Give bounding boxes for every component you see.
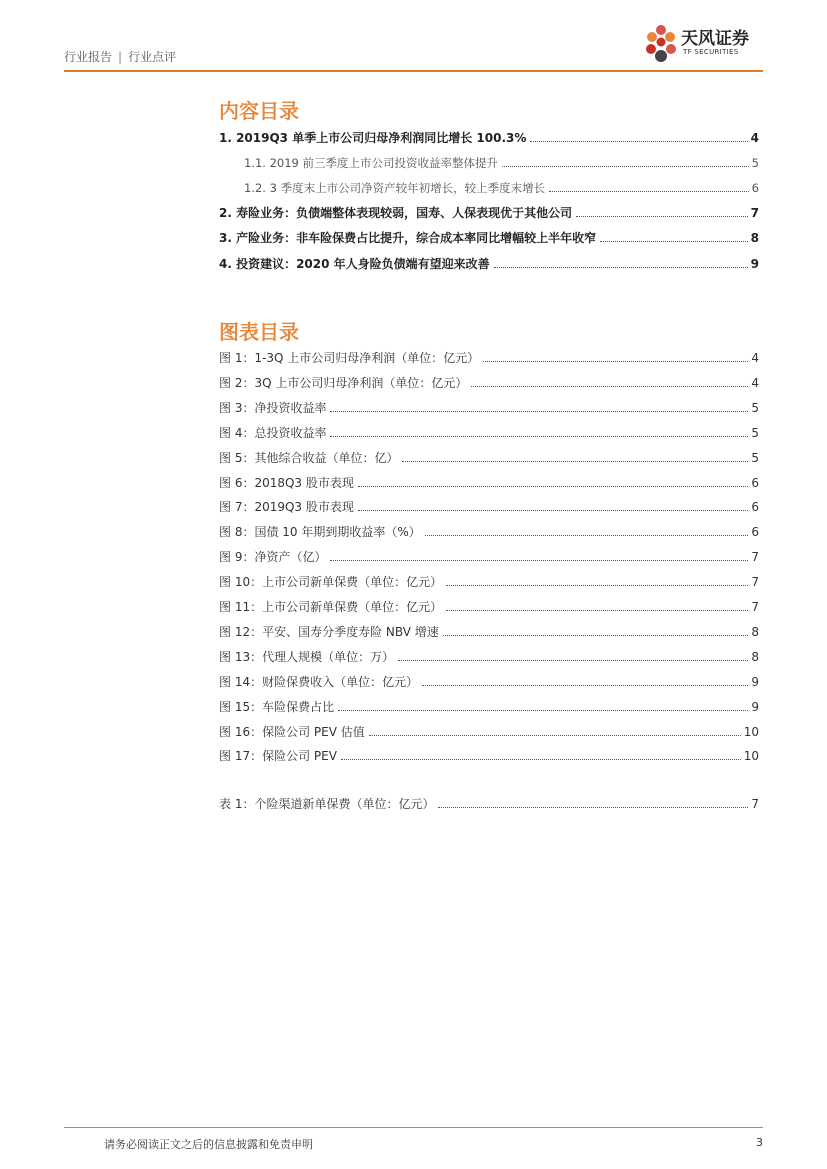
toc-item-text: 2. 寿险业务：负债端整体表现较弱，国寿、人保表现优于其他公司 xyxy=(219,206,573,220)
dot-leader xyxy=(341,758,741,760)
toc-item-text: 4. 投资建议：2020 年人身险负债端有望迎来改善 xyxy=(219,257,490,271)
figure-item-page: 4 xyxy=(751,375,759,390)
dot-leader xyxy=(443,634,749,636)
figure-item[interactable] xyxy=(219,649,759,665)
figure-item-text: 图 11：上市公司新单保费（单位：亿元） xyxy=(219,600,443,614)
dot-leader xyxy=(330,559,748,561)
company-logo xyxy=(643,22,763,68)
dot-leader xyxy=(502,165,749,167)
breadcrumb-report-type: 行业报告 xyxy=(64,50,113,64)
table-item-page: 7 xyxy=(751,797,759,811)
figure-item[interactable] xyxy=(219,599,759,615)
toc-item[interactable] xyxy=(219,205,759,221)
breadcrumb xyxy=(64,48,176,65)
toc-item-text: 1.2. 3 季度末上市公司净资产较年初增长，较上季度末增长 xyxy=(244,181,546,195)
dot-leader xyxy=(471,385,748,387)
figure-item-page: 10 xyxy=(743,724,759,739)
figures-title: 图表目录 xyxy=(219,320,299,344)
dot-leader xyxy=(330,435,748,437)
toc-item[interactable] xyxy=(219,256,759,272)
toc-item[interactable] xyxy=(244,155,759,171)
table-item-text: 表 1：个险渠道新单保费（单位：亿元） xyxy=(219,797,435,811)
toc-item[interactable] xyxy=(244,180,759,196)
toc-item[interactable] xyxy=(219,130,759,146)
figure-item-text: 图 15：车险保费占比 xyxy=(219,699,335,714)
dot-leader xyxy=(369,734,741,736)
figure-item-page: 8 xyxy=(751,624,759,639)
figure-item[interactable] xyxy=(219,524,759,540)
toc-item-text: 1. 2019Q3 单季上市公司归母净利润同比增长 100.3% xyxy=(219,131,527,145)
figure-item-page: 6 xyxy=(751,475,759,490)
figure-item-page: 6 xyxy=(751,525,759,540)
figure-item-text: 图 17：保险公司 PEV xyxy=(219,749,337,764)
figure-item-text: 图 1：1-3Q 上市公司归母净利润（单位：亿元） xyxy=(219,351,480,365)
page-number: 3 xyxy=(756,1136,763,1149)
figure-item-page: 8 xyxy=(751,649,759,664)
figure-item-text: 图 6：2018Q3 股市表现 xyxy=(219,475,354,490)
figure-item-page: 5 xyxy=(751,400,759,415)
dot-leader xyxy=(358,509,748,511)
figure-item[interactable] xyxy=(219,699,759,715)
logo-chinese-name: 天风证券 xyxy=(681,29,749,49)
figure-item[interactable] xyxy=(219,724,759,740)
figure-item-text: 图 10：上市公司新单保费（单位：亿元） xyxy=(219,575,443,590)
figure-item-page: 7 xyxy=(751,550,759,565)
figure-item-text: 图 3：净投资收益率 xyxy=(219,400,327,415)
table-item[interactable] xyxy=(219,796,759,812)
toc-item-page: 7 xyxy=(750,206,759,220)
figure-item-page: 6 xyxy=(751,500,759,515)
figure-item[interactable] xyxy=(219,400,759,416)
footer-disclaimer: 请务必阅读正文之后的信息披露和免责申明 xyxy=(104,1138,313,1151)
toc-item-text: 3. 产险业务：非车险保费占比提升，综合成本率同比增幅较上半年收窄 xyxy=(219,231,597,245)
figure-item-text: 图 16：保险公司 PEV 估值 xyxy=(219,724,365,739)
figure-item-page: 4 xyxy=(751,351,759,365)
figure-item-page: 5 xyxy=(751,425,759,440)
figure-item-text: 图 12：平安、国寿分季度寿险 NBV 增速 xyxy=(219,624,439,639)
figure-item[interactable] xyxy=(219,574,759,590)
dot-leader xyxy=(549,190,749,192)
figure-item-text: 图 13：代理人规模（单位：万） xyxy=(219,649,395,664)
figure-item[interactable] xyxy=(219,375,759,391)
toc-item-page: 6 xyxy=(751,181,759,195)
toc-item-page: 8 xyxy=(750,231,759,245)
dot-leader xyxy=(338,709,748,711)
dot-leader xyxy=(425,534,749,536)
figure-item-text: 图 5：其他综合收益（单位：亿） xyxy=(219,450,399,465)
figure-item-text: 图 2：3Q 上市公司归母净利润（单位：亿元） xyxy=(219,375,468,390)
toc-item[interactable] xyxy=(219,230,759,246)
toc-title: 内容目录 xyxy=(219,99,299,123)
figure-item[interactable] xyxy=(219,499,759,515)
dot-leader xyxy=(330,410,748,412)
figure-item-page: 7 xyxy=(751,600,759,614)
figure-item-text: 图 4：总投资收益率 xyxy=(219,425,327,440)
dot-leader xyxy=(398,659,748,661)
dot-leader xyxy=(600,240,748,242)
figure-item[interactable] xyxy=(219,450,759,466)
page-footer xyxy=(64,1127,763,1151)
figure-item[interactable] xyxy=(219,748,759,764)
page-header xyxy=(64,0,763,72)
logo-english-name: TF SECURITIES xyxy=(683,48,739,56)
figure-item-text: 图 14：财险保费收入（单位：亿元） xyxy=(219,674,419,689)
dot-leader xyxy=(483,360,748,362)
toc-item-page: 9 xyxy=(750,257,759,271)
breadcrumb-report-subtype: 行业点评 xyxy=(128,50,177,64)
dot-leader xyxy=(422,684,748,686)
figure-item-page: 9 xyxy=(751,674,759,689)
dot-leader xyxy=(446,609,748,611)
dot-leader xyxy=(494,266,748,268)
figure-item[interactable] xyxy=(219,674,759,690)
dot-leader xyxy=(358,485,748,487)
logo-flower-icon xyxy=(643,22,679,68)
figure-item[interactable] xyxy=(219,624,759,640)
dot-leader xyxy=(402,460,748,462)
figure-item[interactable] xyxy=(219,549,759,565)
figure-item-text: 图 9：净资产（亿） xyxy=(219,550,327,565)
figure-item-page: 10 xyxy=(743,749,759,764)
figure-item[interactable] xyxy=(219,475,759,491)
dot-leader xyxy=(576,215,748,217)
figure-item-page: 9 xyxy=(751,699,759,714)
breadcrumb-separator: | xyxy=(118,50,123,64)
toc-item-text: 1.1. 2019 前三季度上市公司投资收益率整体提升 xyxy=(244,156,499,170)
figure-item-page: 5 xyxy=(751,450,759,465)
dot-leader xyxy=(530,140,747,142)
figure-item-text: 图 7：2019Q3 股市表现 xyxy=(219,500,354,515)
toc-item-page: 4 xyxy=(750,131,759,145)
figure-item[interactable] xyxy=(219,350,759,366)
figure-item-text: 图 8：国债 10 年期到期收益率（%） xyxy=(219,525,421,540)
figure-item-page: 7 xyxy=(751,575,759,590)
dot-leader xyxy=(446,584,748,586)
dot-leader xyxy=(438,806,748,808)
figure-item[interactable] xyxy=(219,425,759,441)
toc-item-page: 5 xyxy=(751,156,759,170)
